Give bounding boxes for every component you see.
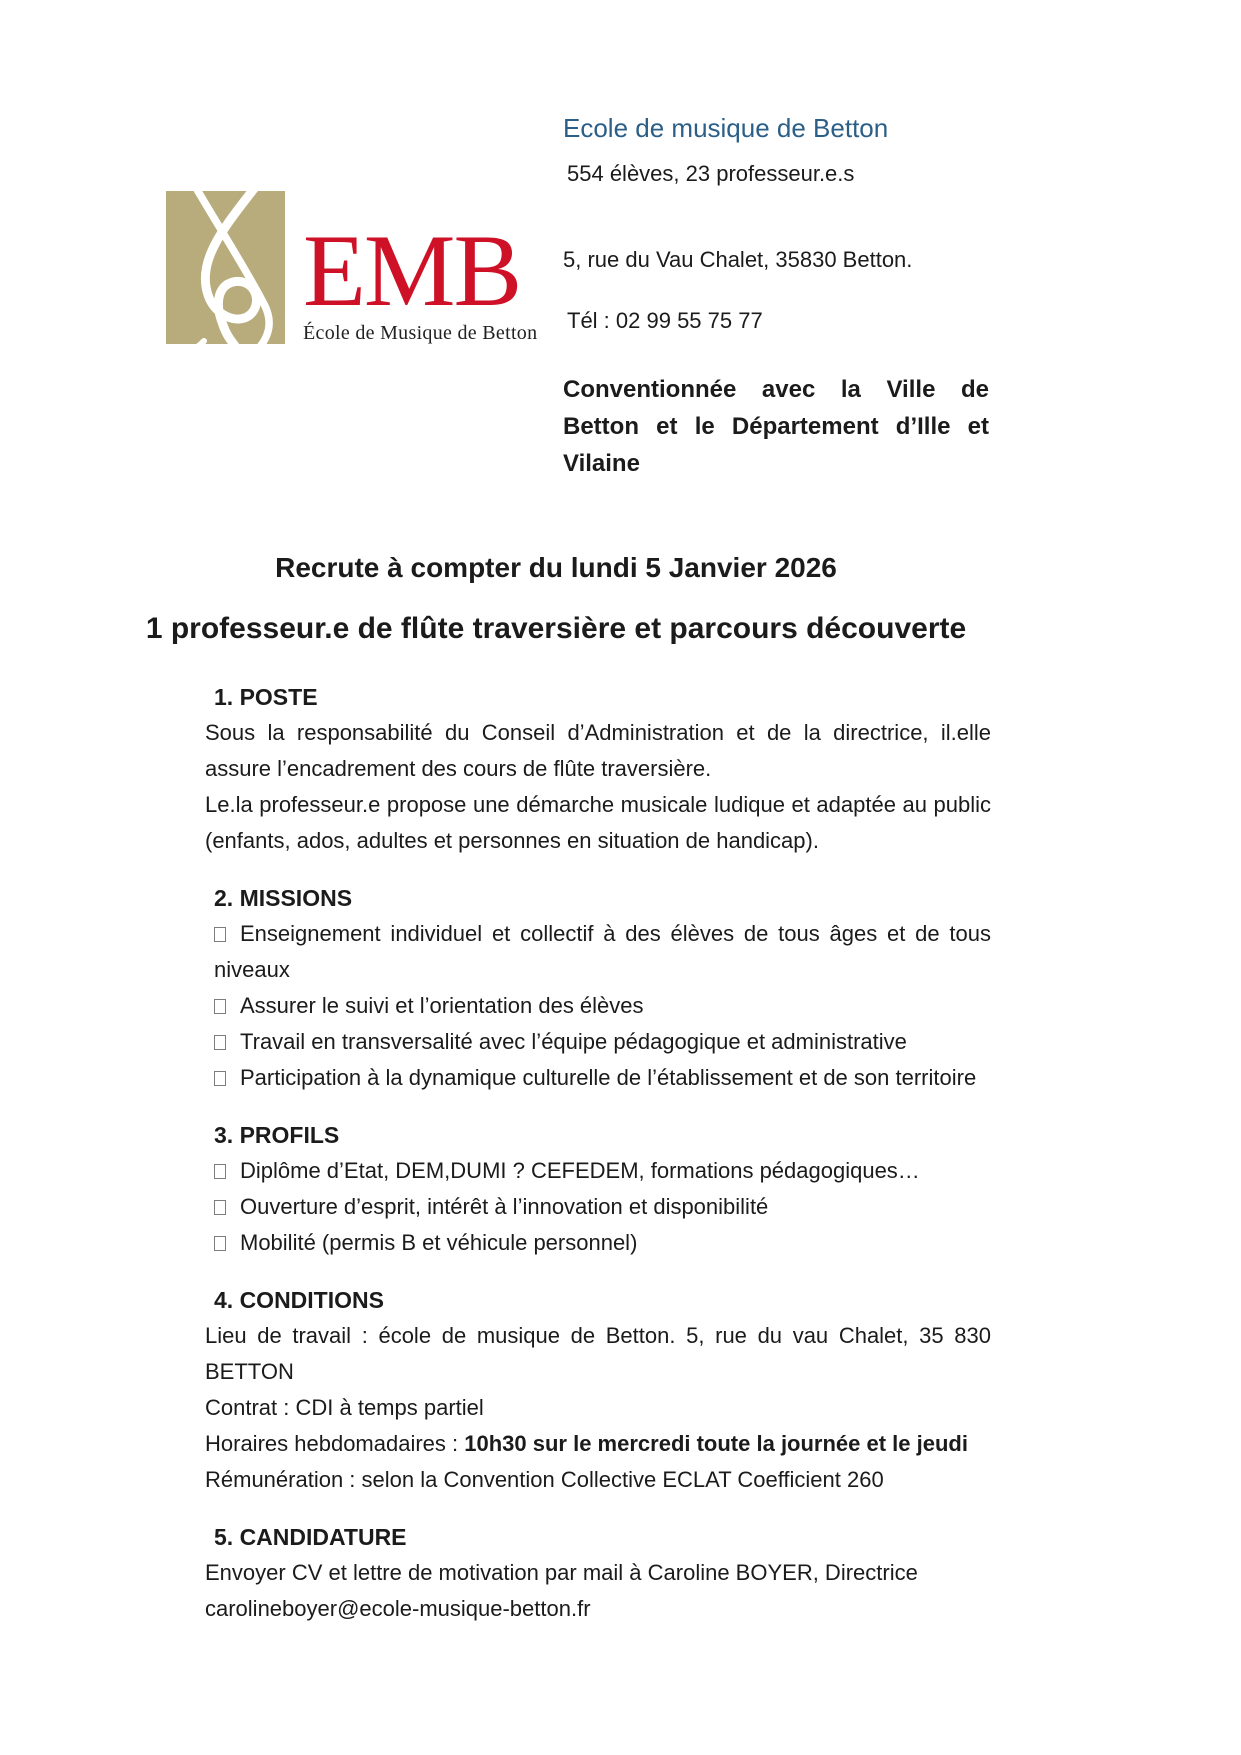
school-phone: Tél : 02 99 55 75 77 xyxy=(567,308,763,333)
missing-glyph-bullet-icon xyxy=(214,1236,226,1251)
conditions-contrat: Contrat : CDI à temps partiel xyxy=(205,1395,484,1420)
profil-item-text: Diplôme d’Etat, DEM,DUMI ? CEFEDEM, formations pédagogiques… xyxy=(240,1158,920,1183)
section-conditions xyxy=(205,1282,991,1498)
missing-glyph-bullet-icon xyxy=(214,1164,226,1179)
treble-clef-ornament-icon xyxy=(166,191,285,344)
profil-item-text: Ouverture d’esprit, intérêt à l’innovation et disponibilité xyxy=(240,1194,769,1219)
conditions-lieu: Lieu de travail : école de musique de Betton. 5, rue du vau Chalet, 35 830 BETTON xyxy=(205,1323,991,1384)
horaires-label: Horaires hebdomadaires : xyxy=(205,1431,465,1456)
section-poste-title: 1. POSTE xyxy=(214,684,318,710)
mission-item-text: Participation à la dynamique culturelle de l’établissement et de son territoire xyxy=(240,1065,977,1090)
section-missions xyxy=(205,880,991,1096)
logo-block xyxy=(166,191,537,345)
logo-text xyxy=(303,191,537,345)
mission-item xyxy=(214,1060,991,1096)
candidature-email: carolineboyer@ecole-musique-betton.fr xyxy=(205,1596,591,1621)
section-conditions-title: 4. CONDITIONS xyxy=(214,1287,384,1313)
school-address: 5, rue du Vau Chalet, 35830 Betton. xyxy=(563,247,913,272)
conditions-horaires xyxy=(205,1426,991,1462)
section-profils-title: 3. PROFILS xyxy=(214,1122,340,1148)
mission-item xyxy=(214,988,991,1024)
recruit-heading: Recrute à compter du lundi 5 Janvier 2026 xyxy=(275,552,837,583)
school-stats: 554 élèves, 23 professeur.e.s xyxy=(567,161,855,186)
job-description-body xyxy=(205,679,991,1627)
mission-item xyxy=(214,1024,991,1060)
section-profils xyxy=(205,1117,991,1261)
conditions-remuneration: Rémunération : selon la Convention Collective ECLAT Coefficient 260 xyxy=(205,1467,884,1492)
profil-item xyxy=(214,1189,991,1225)
missing-glyph-bullet-icon xyxy=(214,1035,226,1050)
logo-subtitle: École de Musique de Betton xyxy=(303,322,538,344)
org-name: Ecole de musique de Betton xyxy=(563,113,889,143)
profil-item-text: Mobilité (permis B et véhicule personnel) xyxy=(240,1230,638,1255)
mission-item-text: Enseignement individuel et collectif à des élèves de tous âges et de tous niveaux xyxy=(214,921,991,982)
horaires-detail: 10h30 sur le mercredi toute la journée et le jeudi xyxy=(464,1431,968,1456)
logo-acronym: EMB xyxy=(303,214,521,328)
missing-glyph-bullet-icon xyxy=(214,1200,226,1215)
candidature-instructions: Envoyer CV et lettre de motivation par mail à Caroline BOYER, Directrice xyxy=(205,1560,918,1585)
mission-item xyxy=(214,916,991,988)
position-heading: 1 professeur.e de flûte traversière et parcours découverte xyxy=(145,612,967,645)
mission-item-text: Assurer le suivi et l’orientation des élèves xyxy=(240,993,644,1018)
missing-glyph-bullet-icon xyxy=(214,927,226,942)
profil-item xyxy=(214,1225,991,1261)
poste-paragraph: Le.la professeur.e propose une démarche musicale ludique et adaptée au public (enfants, ados, adultes et personnes en situation de handicap). xyxy=(205,792,991,853)
poste-paragraph: Sous la responsabilité du Conseil d’Administration et de la directrice, il.elle assure l’encadrement des cours de flûte traversière. xyxy=(205,720,991,781)
missing-glyph-bullet-icon xyxy=(214,999,226,1014)
logo-emblem xyxy=(166,191,285,344)
profil-item xyxy=(214,1153,991,1189)
section-poste xyxy=(205,679,991,859)
section-candidature-title: 5. CANDIDATURE xyxy=(214,1524,407,1550)
section-candidature xyxy=(205,1519,991,1627)
missing-glyph-bullet-icon xyxy=(214,1071,226,1086)
convention-note: Conventionnée avec la Ville de Betton et le Département d’Ille et Vilaine xyxy=(563,376,989,477)
section-missions-title: 2. MISSIONS xyxy=(214,885,353,911)
contact-column xyxy=(563,112,989,482)
mission-item-text: Travail en transversalité avec l’équipe pédagogique et administrative xyxy=(240,1029,907,1054)
